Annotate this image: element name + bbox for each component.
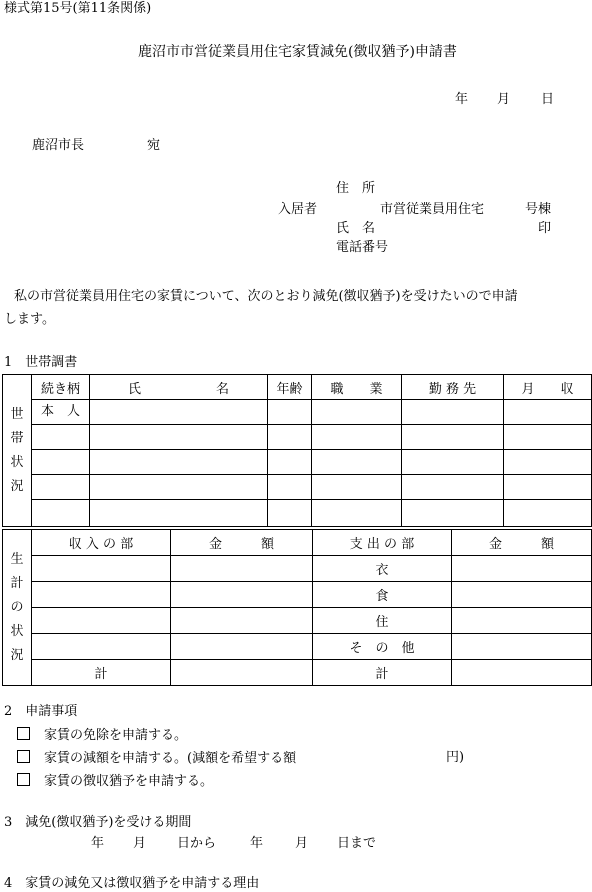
checkbox-icon[interactable] (17, 727, 30, 740)
date-month: 月 (497, 92, 511, 107)
section-2-heading: 2 申請事項 (4, 704, 78, 719)
header-income-amount: 金 額 (171, 530, 313, 556)
header-name: 氏 名 (90, 375, 268, 400)
table-row (3, 500, 592, 527)
header-expense-amount: 金 額 (452, 530, 592, 556)
expense-housing: 住 (313, 608, 452, 634)
page-title: 鹿沼市市営従業員用住宅家賃減免(徴収猶予)申請書 (138, 44, 457, 60)
header-age: 年齢 (268, 375, 312, 400)
name-label: 氏 名 (336, 221, 376, 236)
expense-total-label: 計 (313, 660, 452, 686)
livelihood-header-row (3, 530, 592, 556)
header-income-section: 収 入 の 部 (32, 530, 171, 556)
period-month-1: 月 (133, 836, 147, 851)
checkbox-icon[interactable] (17, 773, 30, 786)
income-total-label: 計 (32, 660, 171, 686)
residence-text: 市営従業員用住宅 (380, 202, 485, 217)
table-row (3, 582, 592, 608)
date-day: 日 (541, 92, 555, 107)
option-deferment[interactable]: 家賃の徴収猶予を申請する。 (17, 773, 213, 790)
livelihood-table (2, 529, 592, 686)
header-income: 月 収 (504, 375, 592, 400)
table-row (3, 608, 592, 634)
table-row (3, 425, 592, 450)
form-number: 様式第15号(第11条関係) (4, 1, 152, 16)
table-row (3, 634, 592, 660)
table-row (3, 660, 592, 686)
address-label: 住 所 (336, 181, 376, 196)
period-until: 日まで (337, 836, 377, 851)
expense-food: 食 (313, 582, 452, 608)
intro-line-2: します。 (4, 312, 55, 327)
period-year-1: 年 (91, 836, 105, 851)
expense-clothing: 衣 (313, 556, 452, 582)
section-4-heading: 4 家賃の減免又は徴収猶予を申請する理由 (4, 876, 260, 891)
building-suffix: 号棟 (525, 202, 552, 217)
header-relation: 続き柄 (32, 375, 90, 400)
header-expense-section: 支 出 の 部 (313, 530, 452, 556)
household-section-label: 世 帯 状 況 (3, 375, 32, 527)
seal-mark: 印 (538, 221, 552, 236)
period-month-2: 月 (295, 836, 309, 851)
date-year: 年 (455, 92, 469, 107)
period-from: 日から (177, 836, 217, 851)
relation-self: 本 人 (32, 400, 90, 425)
section-3-heading: 3 減免(徴収猶予)を受ける期間 (4, 815, 192, 830)
household-table (2, 374, 592, 527)
checkbox-icon[interactable] (17, 750, 30, 763)
addressee-suffix: 宛 (147, 138, 161, 153)
household-header-row (3, 375, 592, 400)
option-reduction[interactable]: 家賃の減額を申請する。(減額を希望する額 (17, 750, 296, 767)
table-row (3, 556, 592, 582)
reduction-yen-close: 円) (446, 750, 465, 765)
table-row (3, 400, 592, 425)
phone-label: 電話番号 (336, 240, 389, 255)
livelihood-section-label: 生 計 の 状 況 (3, 530, 32, 686)
option-exemption[interactable]: 家賃の免除を申請する。 (17, 727, 187, 744)
resident-label: 入居者 (278, 202, 318, 217)
header-workplace: 勤 務 先 (402, 375, 504, 400)
header-occupation: 職 業 (312, 375, 402, 400)
intro-line-1: 私の市営従業員用住宅の家賃について、次のとおり減免(徴収猶予)を受けたいので申請 (14, 289, 518, 304)
section-1-heading: 1 世帯調書 (4, 355, 78, 370)
period-year-2: 年 (250, 836, 264, 851)
table-row (3, 450, 592, 475)
addressee-name: 鹿沼市長 (32, 138, 85, 153)
expense-other: そ の 他 (313, 634, 452, 660)
table-row (3, 475, 592, 500)
